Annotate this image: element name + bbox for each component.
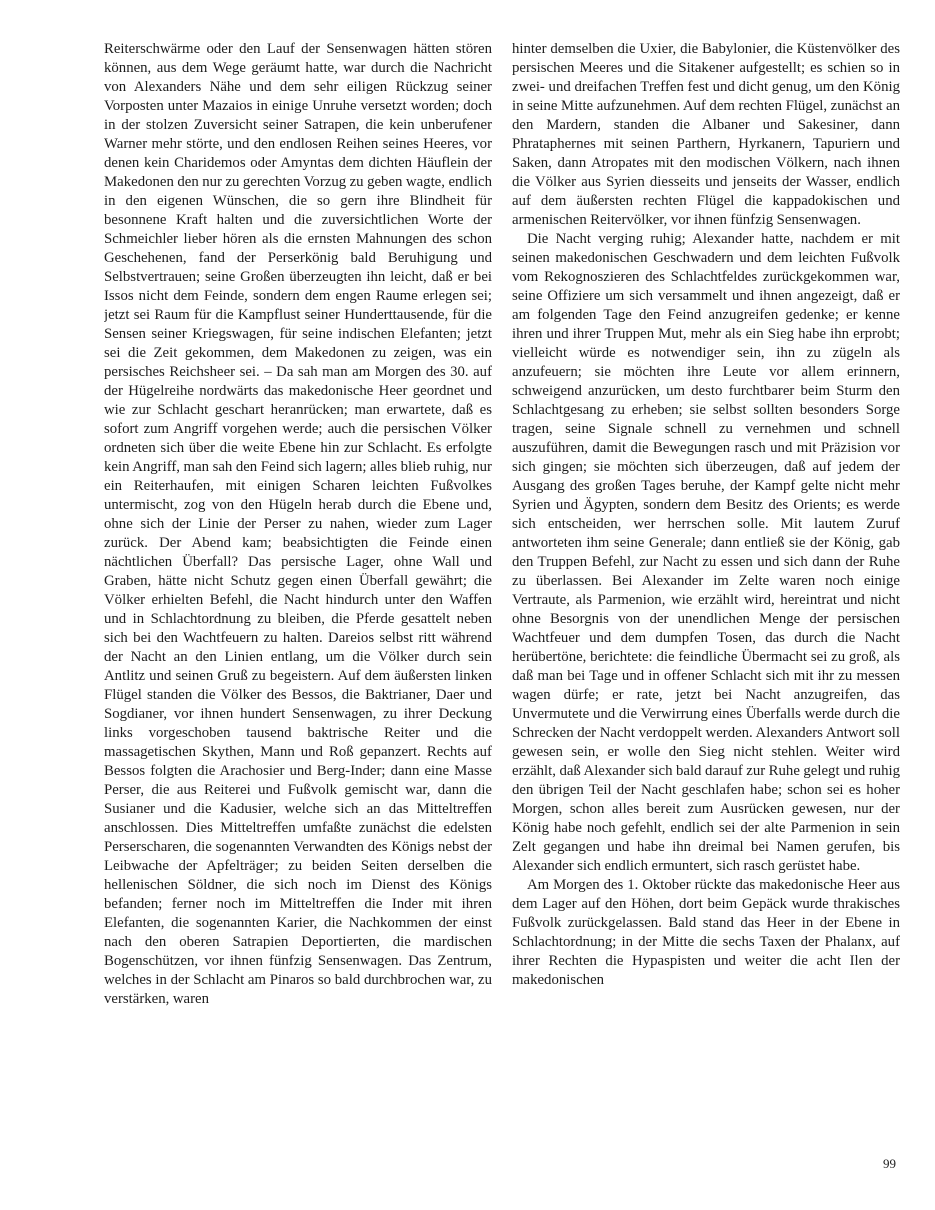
paragraph: hinter demselben die Uxier, die Babylonier, die Küstenvölker des persischen Meeres und die Sitakener aufgestellt; es schien so in zwei- und dreifachen Treffen fest und dicht genug, um den König in seine Mitte aufzunehmen. Auf dem rechten Flügel, zunächst an den Mardern, standen die Albaner und Sakesiner, dann Phrataphernes mit seinen Parthern, Hyrkanern, Tapuriern und Saken, dann Atropates mit den modischen Völkern, nach ihnen die Völker aus Syrien diesseits und jenseits der Wasser, endlich auf dem äußersten rechten Flügel die kappadokischen und armenischen Reitervölker, vor ihnen fünfzig Sensenwagen.: [512, 41, 900, 228]
page-number: 99: [883, 1156, 896, 1171]
left-column: [104, 40, 492, 1168]
paragraph: Am Morgen des 1. Oktober rückte das makedonische Heer aus dem Lager auf den Höhen, dort beim Gepäck wurde thrakisches Fußvolk zurückgelassen. Bald stand das Heer in der Ebene in Schlachtordnung; in der Mitte die sechs Taxen der Phalanx, auf ihrer Rechten die Hypaspisten und weiter die acht Ilen der makedonischen: [512, 877, 900, 988]
paragraph: Die Nacht verging ruhig; Alexander hatte, nachdem er mit seinen makedonischen Geschwadern und dem leichten Fußvolk vom Rekognoszieren des Schlachtfeldes zurückgekommen war, seine Offiziere um sich versammelt und ihnen angezeigt, daß er am folgenden Tage den Feind anzugreifen gedenke; er kenne ihren und ihrer Truppen Mut, mehr als ein Sieg habe ihn erprobt; vielleicht würde es notwendiger sein, ihn zu zügeln als anzufeuern; sie möchten ihre Leute vor allem erinnern, schweigend anzurücken, um desto furchtbarer beim Sturm den Schlachtgesang zu erheben; sie selbst sollten besonders Sorge tragen, seine Signale schnell zu vernehmen und schnell auszuführen, damit die Bewegungen rasch und mit Präzision vor sich gingen; sie möchten sich überzeugen, daß auf jedem der Ausgang des großen Tages beruhe, der Kampf gelte nicht mehr Syrien und Ägypten, sondern dem Besitz des Orients; es werde sich entscheiden, wer herrschen solle. Mit lautem Zuruf antworteten ihm seine Generale; dann entließ sie der König, gab den Truppen Befehl, zur Nacht zu essen und sich dann der Ruhe zu überlassen. Bei Alexander im Zelte waren noch einige Vertraute, als Parmenion, wie erzählt wird, hereintrat und nicht ohne Besorgnis von der unendlichen Menge der persischen Wachtfeuer und dem dumpfen Tosen, das durch die Nacht herübertöne, berichtete: die feindliche Übermacht sei zu groß, als daß man bei Tage und in offener Schlacht sich mit ihr zu messen wagen dürfe; er rate, jetzt bei Nacht anzugreifen, das Unvermutete und die Verwirrung eines Überfalls werde durch die Schrecken der Nacht verdoppelt werden. Alexanders Antwort soll gewesen sein, er wolle den Sieg nicht stehlen. Weiter wird erzählt, daß Alexander sich bald darauf zur Ruhe gelegt und ruhig den übrigen Teil der Nacht geschlafen habe; schon sei es hoher Morgen, schon alles bereit zum Ausrücken gewesen, nur der König habe noch gefehlt, endlich sei der alte Parmenion in sein Zelt gegangen und habe ihn dreimal bei Namen gerufen, bis Alexander sich endlich ermuntert, sich rasch gerüstet habe.: [512, 231, 900, 874]
text-columns: [104, 40, 900, 1168]
paragraph: Reiterschwärme oder den Lauf der Sensenwagen hätten stören können, aus dem Wege geräumt hatte, war durch die Nachricht von Alexanders Nähe und dem sehr eiligen Rückzug seiner Vorposten unter Mazaios in einige Unruhe versetzt worden; doch in der stolzen Zuversicht seiner Satrapen, die kein unberufener Warner mehr störte, und den endlosen Reihen seines Heeres, vor denen kein Charidemos oder Amyntas dem dichten Häuflein der Makedonen den nur zu gerechten Vorzug zu geben wagte, endlich in den eigenen Wünschen, die so gern ihre Blindheit für besonnene Kraft halten und die zuversichtlichen Worte der Schmeichler lieber hören als die ernsten Mahnungen des schon Geschehenen, fand der Perserkönig bald Beruhigung und Selbstvertrauen; seine Großen überzeugten ihn leicht, daß er bei Issos nicht dem Feinde, sondern dem engen Raume erlegen sei; jetzt sei Raum für die Kampflust seiner Hunderttausende, für die Sensen seiner Kriegswagen, für seine indischen Elefanten; jetzt sei die Zeit gekommen, dem Makedonen zu zeigen, was ein persisches Reichsheer sei. – Da sah man am Morgen des 30. auf der Hügelreihe nordwärts das makedonische Heer geordnet und wie zur Schlacht geschart heranrücken; man erwartete, daß es sofort zum Angriff vorgehen werde; auch die persischen Völker ordneten sich über die weite Ebene hin zur Schlacht. Es erfolgte kein Angriff, man sah den Feind sich lagern; alles blieb ruhig, nur ein Reiterhaufen, mit einigen Scharen leichten Fußvolkes untermischt, zog von den Hügeln herab durch die Ebene und, ohne sich der Linie der Perser zu nahen, wieder zum Lager zurück. Der Abend kam; beabsichtigten die Feinde einen nächtlichen Überfall? Das persische Lager, ohne Wall und Graben, hätte nicht Schutz gegen einen Überfall gewährt; die Völker erhielten Befehl, die Nacht hindurch unter den Waffen und in Schlachtordnung zu bleiben, die Pferde gesattelt neben sich bei den Wachtfeuern zu halten. Dareios selbst ritt während der Nacht an den Linien entlang, um die Völker durch sein Antlitz und seinen Gruß zu begeistern. Auf dem äußersten linken Flügel standen die Völker des Bessos, die Baktrianer, Daer und Sogdianer, vor ihnen hundert Sensenwagen, zu ihrer Deckung links vorgeschoben tausend baktrische Reiter und die massagetischen Skythen, Mann und Roß gepanzert. Rechts auf Bessos folgten die Arachosier und Berg-Inder; dann eine Masse Perser, die aus Reiterei und Fußvolk gemischt war, dann die Susianer und die Kadusier, welche sich an das Mitteltreffen anschlossen. Dies Mitteltreffen umfaßte zunächst die edelsten Perserscharen, die sogenannten Verwandten des Königs nebst der Leibwache der Apfelträger; zu beiden Seiten derselben die hellenischen Söldner, die sich noch im Dienst des Königs befanden; ferner noch im Mitteltreffen die Inder mit ihren Elefanten, die sogenannten Karier, die Nachkommen der einst nach den oberen Satrapien Deportierten, die mardischen Bogenschützen, vor ihnen fünfzig Sensenwagen. Das Zentrum, welches in der Schlacht am Pinaros so bald durchbrochen war, zu verstärken, waren: [104, 41, 492, 1007]
right-column: [512, 40, 900, 1168]
